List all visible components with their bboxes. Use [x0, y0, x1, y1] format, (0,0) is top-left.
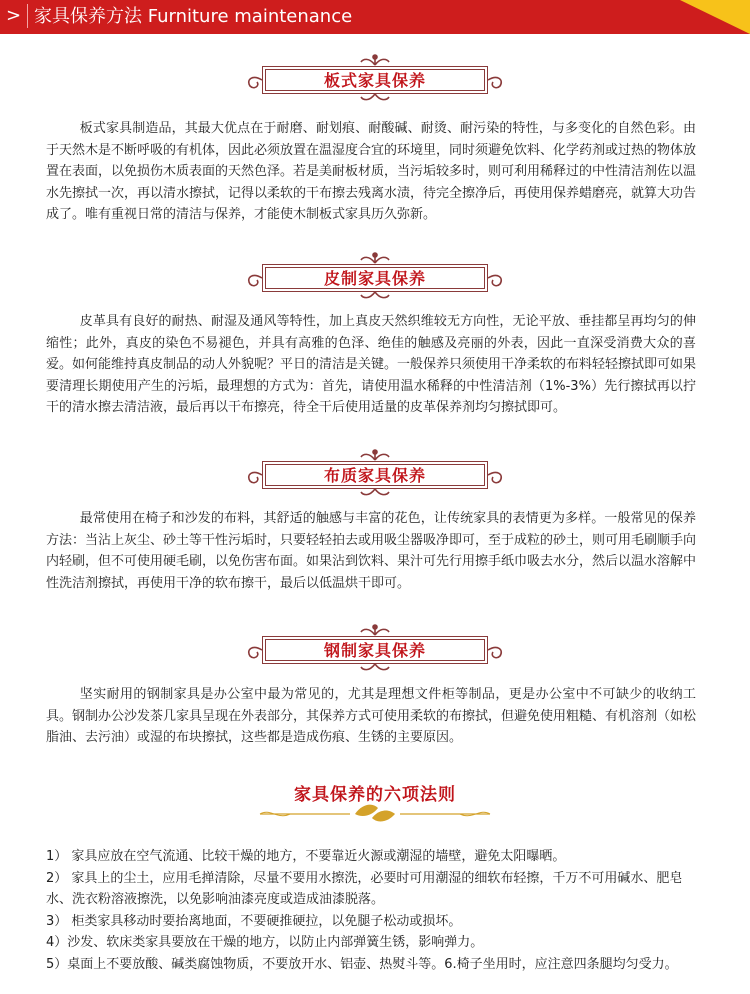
rules-heading-block: [200, 774, 550, 830]
rules-list: [46, 846, 706, 975]
section-banner-fabric: [240, 447, 510, 499]
rules-heading: 家具保养的六项法则: [294, 785, 456, 805]
page-title: 家具保养方法 Furniture maintenance: [34, 6, 353, 27]
section-heading-frame: [262, 461, 488, 489]
list-item: 1） 家具应放在空气流通、比较干燥的地方，不要靠近火源或潮湿的墙壁，避免太阳曝晒。: [46, 849, 566, 864]
section-banner-steel: [240, 622, 510, 674]
section-body-fabric: 最常使用在椅子和沙发的布料，其舒适的触感与丰富的花色，让传统家具的表情更为多样。一般常见的保养方法：当沾上灰尘、砂土等干性污垢时，只要轻轻拍去或用吸尘器吸净即可，至于成粒的砂土，则可用毛刷顺手向内轻刷，但不可使用硬毛刷，以免伤害布面。如果沾到饮料、果汁可先行用擦手纸巾吸去水分，然后以温水溶解中性洗洁剂擦拭，再使用干净的软布擦干，最后以低温烘干即可。: [46, 511, 697, 591]
list-item: 3） 柜类家具移动时要抬离地面，不要硬推硬拉，以免腿子松动或损坏。: [46, 913, 462, 929]
header-bar: [0, 0, 750, 34]
corner-accent: [680, 0, 750, 34]
list-item: 2） 家具上的尘土，应用毛掸清除，尽量不要用水擦洗，必要时可用潮湿的细软布轻擦，千万不可用碱水、肥皂水、洗衣粉溶液擦洗，以免影响油漆亮度或造成油漆脱落。: [46, 870, 683, 907]
section-heading: 布质家具保养: [323, 466, 426, 485]
section-heading: 皮制家具保养: [323, 269, 426, 288]
section-banner-leather: [240, 250, 510, 302]
header-divider: [27, 4, 28, 28]
section-body-panel: 板式家具制造品，其最大优点在于耐磨、耐划痕、耐酸碱、耐烫、耐污染的特性，与多变化的自然色彩。由于天然木是不断呼吸的有机体，因此必须放置在温湿度合宜的环境里，同时须避免饮料、化学药剂或过热的物体放置在表面，以免损伤木质表面的天然色泽。若是美耐板材质，当污垢较多时，则可利用稀释过的中性清洁剂佐以温水先擦拭一次，再以清水擦拭，记得以柔软的干布擦去残离水渍，待完全擦净后，再使用保养蜡磨亮，就算大功告成了。唯有重视日常的清洁与保养，才能使木制板式家具历久弥新。: [46, 121, 697, 222]
section-heading-frame: [262, 66, 488, 94]
list-item: 5）桌面上不要放酸、碱类腐蚀物质，不要放开水、铝壶、热熨斗等。6.椅子坐用时，应注意四条腿均匀受力。: [46, 956, 678, 972]
chevron-right-icon: >: [6, 5, 22, 26]
leaf-divider-icon: [200, 774, 550, 830]
section-banner-panel: [240, 52, 510, 104]
section-body-leather: 皮革具有良好的耐热、耐湿及通风等特性，加上真皮天然织维较无方向性，无论平放、垂挂都呈再均匀的伸缩性；此外，真皮的染色不易褪色，并具有高雅的色泽、绝佳的触感及亮丽的外表，因此一直深受消费大众的喜爱。如何能维持真皮制品的动人外貌呢？平日的清洁是关键。一般保养只须使用干净柔软的布料轻轻擦拭即可如果要清理长期使用产生的污垢，最理想的方式为：首先，请使用温水稀释的中性清洁剂（1%-3%）先行擦拭再以拧干的清水擦去清洁液，最后再以干布擦亮，待全干后使用适量的皮革保养剂均匀擦拭即可。: [46, 314, 697, 415]
section-body-steel: 坚实耐用的钢制家具是办公室中最为常见的，尤其是理想文件柜等制品，更是办公室中不可缺少的收纳工具。钢制办公沙发茶几家具呈现在外表部分，其保养方式可使用柔软的布擦拭，但避免使用粗糙、有机溶剂（如松脂油、去污油）或湿的布块擦拭，这些都是造成伤痕、生锈的主要原因。: [46, 687, 697, 745]
section-heading-frame: [262, 264, 488, 292]
list-item: 4）沙发、软床类家具要放在干燥的地方，以防止内部弹簧生锈，影响弹力。: [46, 935, 484, 950]
section-heading: 板式家具保养: [323, 71, 426, 90]
section-heading-frame: [262, 636, 488, 664]
section-heading: 钢制家具保养: [323, 641, 426, 660]
